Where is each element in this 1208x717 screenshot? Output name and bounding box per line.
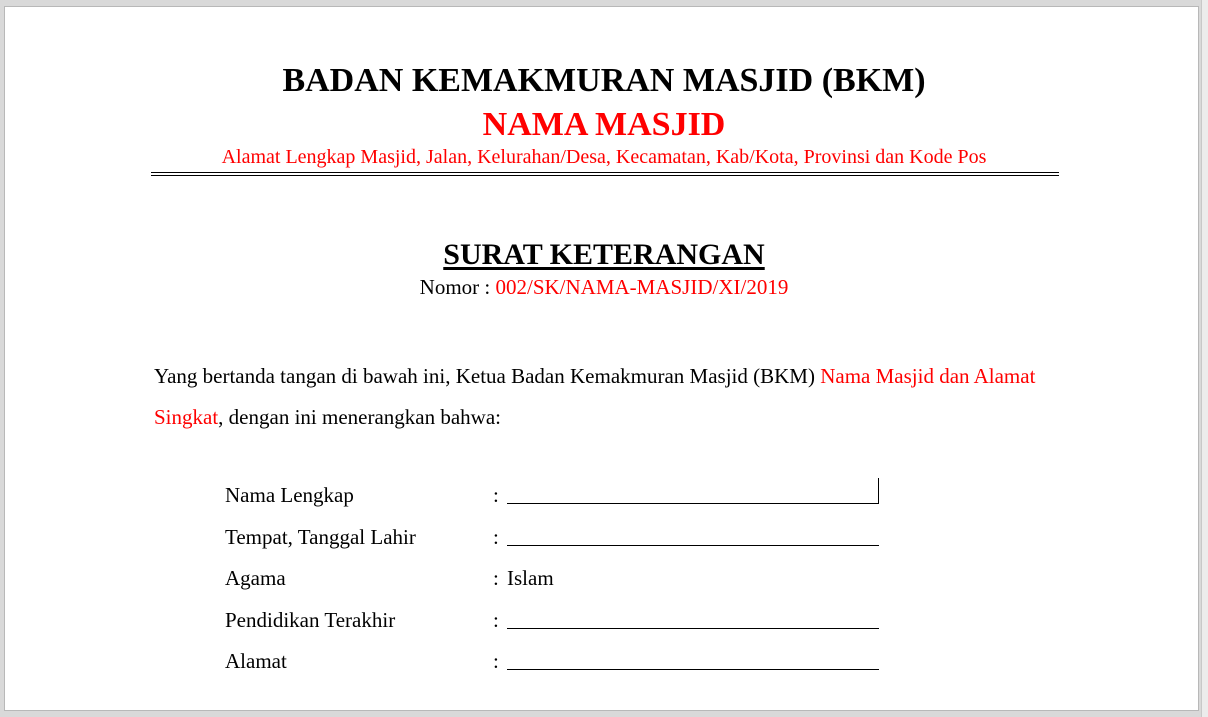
blank-line[interactable] [507, 669, 879, 670]
field-colon: : [493, 483, 499, 507]
field-colon: : [493, 649, 499, 673]
field-value-agama: Islam [507, 566, 554, 590]
blank-line[interactable] [507, 503, 879, 504]
mosque-name: NAMA MASJID [482, 106, 726, 143]
field-colon: : [493, 566, 499, 590]
field-colon: : [493, 608, 499, 632]
organization-title: BADAN KEMAKMURAN MASJID (BKM) [282, 62, 926, 99]
document-title-text: SURAT KETERANGAN [443, 238, 765, 271]
field-label: Nama Lengkap [225, 483, 354, 507]
document-title [0, 240, 1208, 270]
field-label: Tempat, Tanggal Lahir [225, 525, 416, 549]
intro-highlight: Nama Masjid dan Alamat Singkat [154, 364, 1036, 429]
document-number-value: 002/SK/NAMA-MASJID/XI/2019 [495, 275, 789, 299]
field-label: Alamat [225, 649, 287, 673]
document-number-label: Nomor : [419, 275, 496, 299]
intro-text: Yang bertanda tangan di bawah ini, Ketua Badan Kemakmuran Masjid (BKM) [154, 364, 821, 388]
intro-text-end: , dengan ini menerangkan bahwa: [218, 405, 501, 429]
intro-paragraph [154, 356, 1064, 438]
document-number [0, 277, 1208, 298]
letterhead-rule-bottom [151, 175, 1059, 176]
letterhead-rule-top [151, 172, 1059, 173]
blank-line[interactable] [507, 545, 879, 546]
text-cursor [878, 478, 879, 504]
blank-line[interactable] [507, 628, 879, 629]
field-colon: : [493, 525, 499, 549]
mosque-address: Alamat Lengkap Masjid, Jalan, Kelurahan/Desa, Kecamatan, Kab/Kota, Provinsi dan Kode Pos [221, 146, 987, 168]
field-label: Pendidikan Terakhir [225, 608, 396, 632]
field-label: Agama [225, 566, 286, 590]
